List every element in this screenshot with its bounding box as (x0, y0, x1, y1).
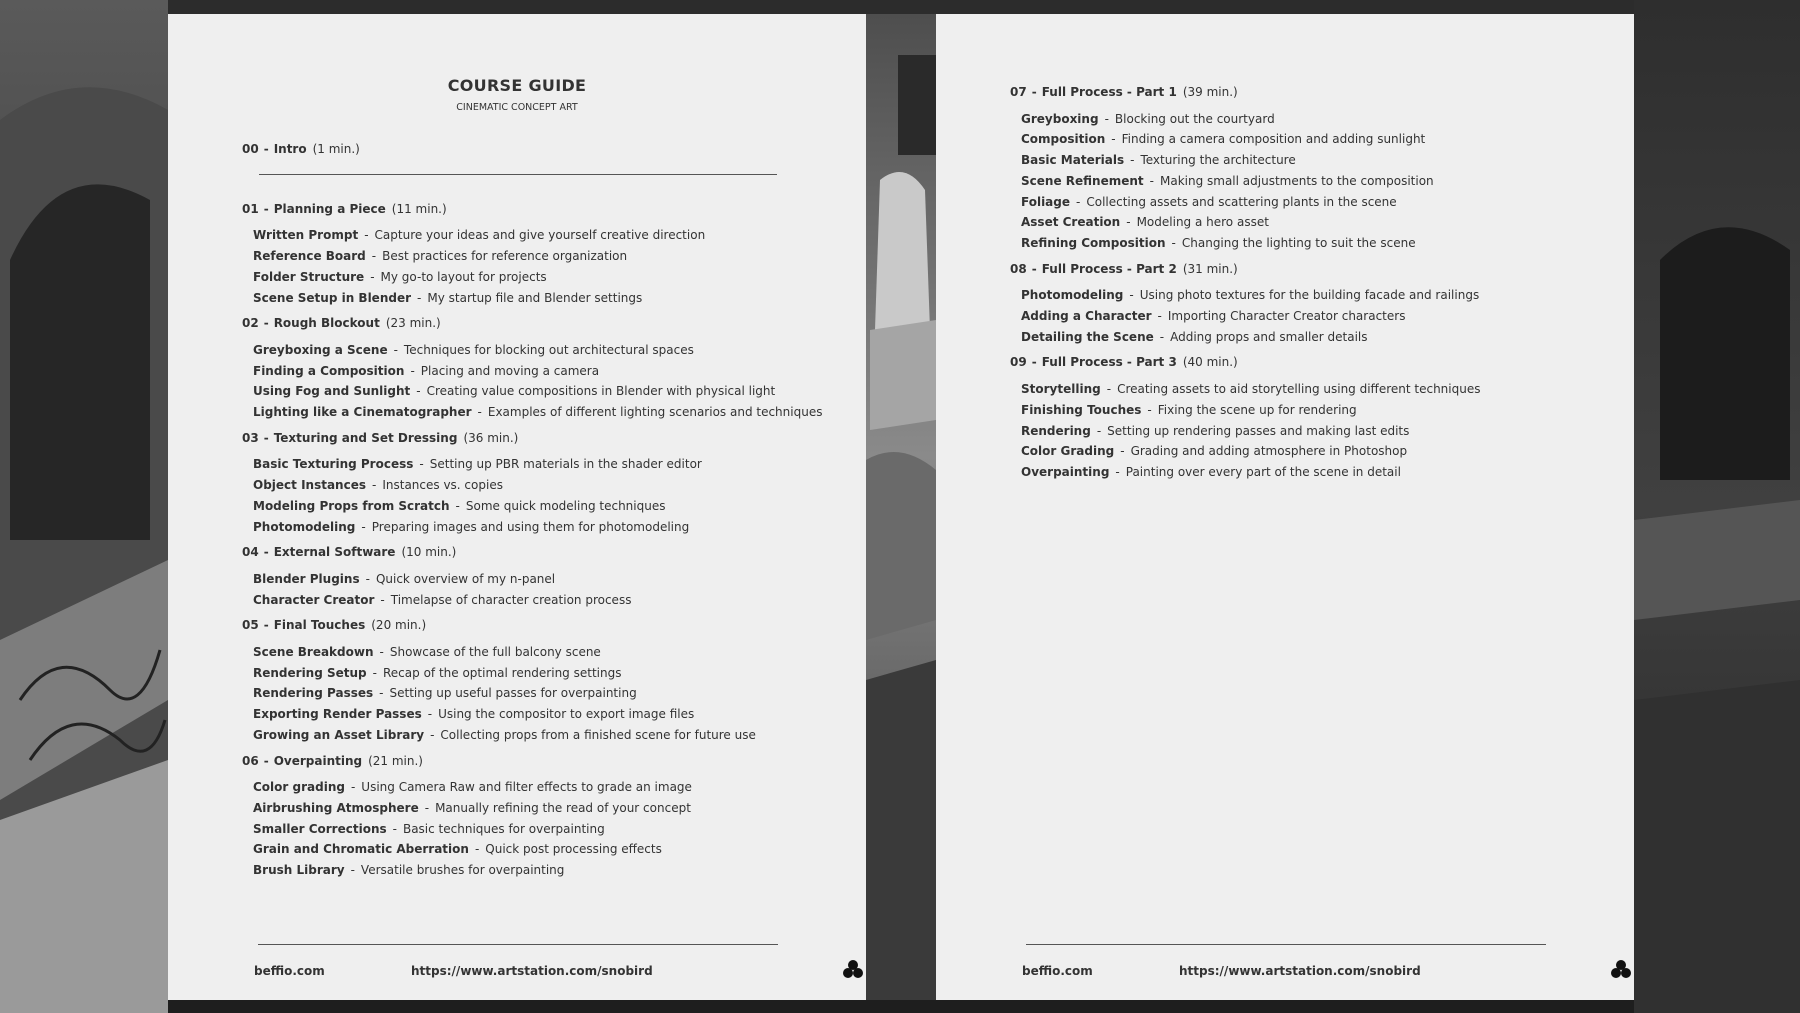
lesson-item: Exporting Render Passes - Using the compositor to export image files (253, 707, 695, 722)
lesson-item: Brush Library - Versatile brushes for overpainting (253, 863, 565, 878)
lesson-description: Versatile brushes for overpainting (360, 863, 565, 878)
section-number: 00 (242, 142, 259, 156)
lesson-item: Growing an Asset Library - Collecting props from a finished scene for future use (253, 727, 756, 742)
lesson-description: Grading and adding atmosphere in Photoshop (1130, 444, 1408, 459)
section-duration: (1 min.) (312, 142, 360, 156)
section-name: Full Process - Part 2 (1041, 261, 1177, 276)
lesson-name: Lighting like a Cinematographer (253, 405, 472, 420)
lesson-description: Capture your ideas and give yourself creative direction (374, 228, 706, 243)
lesson-item: Basic Texturing Process - Setting up PBR materials in the shader editor (253, 457, 702, 472)
section-name: External Software (273, 545, 396, 560)
lesson-name: Grain and Chromatic Aberration (253, 842, 469, 857)
lesson-description: Finding a camera composition and adding sunlight (1121, 132, 1426, 147)
page-subtitle: CINEMATIC CONCEPT ART (456, 102, 578, 113)
footer-divider (258, 944, 778, 945)
right-section-list (1010, 82, 1604, 483)
section-title-09: 09 - Full Process - Part 3 (40 min.) (1010, 355, 1238, 370)
footer-site-link[interactable]: beffio.com (254, 964, 325, 978)
lesson-description: Changing the lighting to suit the scene (1181, 235, 1416, 250)
lesson-item: Grain and Chromatic Aberration - Quick post processing effects (253, 842, 662, 857)
lesson-item: Finishing Touches - Fixing the scene up for rendering (1021, 402, 1357, 417)
section-name: Rough Blockout (273, 316, 380, 331)
section-name: Final Touches (273, 618, 366, 633)
lesson-name: Photomodeling (1021, 288, 1124, 303)
section-duration: (20 min.) (371, 618, 427, 633)
lesson-description: Painting over every part of the scene in detail (1125, 464, 1401, 479)
lesson-name: Using Fog and Sunlight (253, 384, 411, 399)
lesson-item: Photomodeling - Preparing images and using them for photomodeling (253, 519, 690, 534)
lesson-name: Finding a Composition (253, 363, 405, 378)
lesson-item: Object Instances - Instances vs. copies (253, 478, 503, 493)
trefoil-logo-icon (1610, 958, 1632, 983)
lesson-name: Scene Breakdown (253, 645, 374, 660)
lesson-item: Rendering Setup - Recap of the optimal rendering settings (253, 665, 622, 680)
footer-divider (1026, 944, 1546, 945)
lesson-description: Quick overview of my n-panel (375, 571, 556, 586)
lesson-item: Color grading - Using Camera Raw and filter effects to grade an image (253, 780, 692, 795)
section-number: 06 (242, 753, 259, 768)
section-duration: (31 min.) (1182, 261, 1238, 276)
lesson-item: Detailing the Scene - Adding props and smaller details (1021, 329, 1368, 344)
divider-line (259, 174, 777, 175)
lesson-description: Placing and moving a camera (420, 363, 600, 378)
left-content (242, 134, 836, 881)
section-number: 01 (242, 201, 259, 216)
section-duration: (11 min.) (391, 201, 447, 216)
section-name: Texturing and Set Dressing (273, 430, 458, 445)
lesson-item: Refining Composition - Changing the lighting to suit the scene (1021, 235, 1416, 250)
lesson-description: Collecting assets and scattering plants in the scene (1086, 194, 1397, 209)
lesson-item: Adding a Character - Importing Character Creator characters (1021, 309, 1406, 324)
section-number: 04 (242, 545, 259, 560)
lesson-item: Reference Board - Best practices for reference organization (253, 249, 628, 264)
lesson-description: Fixing the scene up for rendering (1157, 402, 1357, 417)
lesson-description: Creating assets to aid storytelling using different techniques (1117, 382, 1481, 397)
lesson-description: Manually refining the read of your concept (435, 800, 691, 815)
section-number: 02 (242, 316, 259, 331)
section-title-05: 05 - Final Touches (20 min.) (242, 618, 427, 633)
course-guide-page-right (936, 14, 1634, 1000)
lesson-name: Growing an Asset Library (253, 727, 425, 742)
section-number: 09 (1010, 355, 1027, 370)
lesson-description: Collecting props from a finished scene for future use (440, 727, 756, 742)
lesson-name: Smaller Corrections (253, 821, 387, 836)
lesson-item: Overpainting - Painting over every part of the scene in detail (1021, 464, 1401, 479)
lesson-item: Rendering Passes - Setting up useful passes for overpainting (253, 686, 637, 701)
left-section-list (242, 199, 836, 881)
lesson-description: Creating value compositions in Blender with physical light (426, 384, 776, 399)
lesson-description: Setting up PBR materials in the shader editor (429, 457, 702, 472)
lesson-item: Blender Plugins - Quick overview of my n-panel (253, 571, 556, 586)
lesson-name: Greyboxing a Scene (253, 342, 388, 357)
lesson-item: Character Creator - Timelapse of character creation process (253, 592, 632, 607)
lesson-item: Rendering - Setting up rendering passes and making last edits (1021, 423, 1410, 438)
section-name: Full Process - Part 1 (1041, 85, 1177, 99)
lesson-name: Asset Creation (1021, 215, 1121, 230)
lesson-description: Using Camera Raw and filter effects to grade an image (361, 780, 692, 795)
lesson-item: Basic Materials - Texturing the architecture (1021, 153, 1296, 168)
lesson-name: Object Instances (253, 478, 366, 493)
lesson-name: Modeling Props from Scratch (253, 498, 450, 513)
section-title-06: 06 - Overpainting (21 min.) (242, 753, 423, 768)
lesson-description: Techniques for blocking out architectural spaces (403, 342, 694, 357)
lesson-description: My go-to layout for projects (380, 269, 547, 284)
section-title-03: 03 - Texturing and Set Dressing (36 min.) (242, 430, 519, 445)
lesson-name: Finishing Touches (1021, 402, 1142, 417)
right-content (1010, 77, 1604, 483)
lesson-item: Written Prompt - Capture your ideas and give yourself creative direction (253, 228, 706, 243)
section-number: 05 (242, 618, 259, 633)
section-name: Intro (273, 142, 307, 156)
lesson-name: Brush Library (253, 863, 345, 878)
lesson-name: Folder Structure (253, 269, 365, 284)
course-guide-page-left (168, 14, 866, 1000)
lesson-description: Instances vs. copies (382, 478, 503, 493)
lesson-description: Using the compositor to export image files (438, 707, 695, 722)
lesson-item: Foliage - Collecting assets and scattering plants in the scene (1021, 194, 1397, 209)
lesson-description: Adding props and smaller details (1170, 329, 1368, 344)
lesson-description: Preparing images and using them for photomodeling (371, 519, 690, 534)
lesson-description: My startup file and Blender settings (427, 290, 643, 305)
section-duration: (39 min.) (1182, 85, 1238, 99)
section-name: Overpainting (273, 753, 363, 768)
lesson-description: Using photo textures for the building facade and railings (1139, 288, 1480, 303)
lesson-description: Setting up rendering passes and making last edits (1107, 423, 1410, 438)
lesson-item: Airbrushing Atmosphere - Manually refining the read of your concept (253, 800, 691, 815)
section-number: 08 (1010, 261, 1027, 276)
lesson-name: Color Grading (1021, 444, 1115, 459)
section-duration: (21 min.) (368, 753, 423, 768)
section-duration: (36 min.) (463, 430, 519, 445)
lesson-description: Texturing the architecture (1140, 153, 1296, 168)
lesson-name: Scene Refinement (1021, 173, 1144, 188)
lesson-description: Best practices for reference organization (382, 249, 628, 264)
lesson-description: Some quick modeling techniques (465, 498, 666, 513)
lesson-name: Rendering (1021, 423, 1091, 438)
lesson-description: Timelapse of character creation process (390, 592, 632, 607)
lesson-item: Scene Breakdown - Showcase of the full balcony scene (253, 645, 601, 660)
section-duration: (23 min.) (385, 316, 441, 331)
lesson-name: Exporting Render Passes (253, 707, 422, 722)
lesson-name: Detailing the Scene (1021, 329, 1154, 344)
lesson-item: Folder Structure - My go-to layout for projects (253, 269, 547, 284)
lesson-description: Recap of the optimal rendering settings (383, 665, 622, 680)
page-header (168, 76, 866, 113)
lesson-name: Color grading (253, 780, 345, 795)
lesson-description: Basic techniques for overpainting (402, 821, 605, 836)
lesson-item: Scene Refinement - Making small adjustments to the composition (1021, 173, 1434, 188)
lesson-item: Photomodeling - Using photo textures for the building facade and railings (1021, 288, 1480, 303)
trefoil-logo-icon (842, 958, 864, 983)
lesson-item: Modeling Props from Scratch - Some quick modeling techniques (253, 498, 666, 513)
lesson-description: Blocking out the courtyard (1114, 111, 1275, 126)
lesson-item: Scene Setup in Blender - My startup file and Blender settings (253, 290, 643, 305)
section-duration: (40 min.) (1182, 355, 1238, 370)
lesson-name: Blender Plugins (253, 571, 360, 586)
lesson-item: Greyboxing a Scene - Techniques for blocking out architectural spaces (253, 342, 694, 357)
lesson-description: Importing Character Creator characters (1167, 309, 1406, 324)
lesson-item: Finding a Composition - Placing and moving a camera (253, 363, 600, 378)
lesson-name: Airbrushing Atmosphere (253, 800, 419, 815)
lesson-description: Modeling a hero asset (1136, 215, 1269, 230)
section-number: 07 (1010, 85, 1027, 99)
section-title-04: 04 - External Software (10 min.) (242, 545, 457, 560)
lesson-name: Photomodeling (253, 519, 356, 534)
lesson-item: Asset Creation - Modeling a hero asset (1021, 215, 1269, 230)
lesson-item: Composition - Finding a camera composition and adding sunlight (1021, 132, 1426, 147)
lesson-name: Basic Materials (1021, 153, 1125, 168)
lesson-item: Color Grading - Grading and adding atmosphere in Photoshop (1021, 444, 1408, 459)
lesson-item: Smaller Corrections - Basic techniques for overpainting (253, 821, 605, 836)
footer-site-link[interactable]: beffio.com (1022, 964, 1093, 978)
section-title-intro: 00 - Intro (1 min.) (242, 142, 360, 156)
page-title: COURSE GUIDE (447, 76, 587, 95)
lesson-name: Basic Texturing Process (253, 457, 414, 472)
lesson-name: Written Prompt (253, 228, 359, 243)
lesson-item: Storytelling - Creating assets to aid storytelling using different techniques (1021, 382, 1481, 397)
lesson-name: Character Creator (253, 592, 375, 607)
section-title-08: 08 - Full Process - Part 2 (31 min.) (1010, 261, 1238, 276)
lesson-description: Showcase of the full balcony scene (389, 645, 601, 660)
lesson-name: Foliage (1021, 194, 1071, 209)
section-title-07: 07 - Full Process - Part 1 (39 min.) (1010, 85, 1238, 99)
section-title-01: 01 - Planning a Piece (11 min.) (242, 201, 447, 216)
section-name: Planning a Piece (273, 201, 386, 216)
section-duration: (10 min.) (401, 545, 457, 560)
lesson-name: Refining Composition (1021, 235, 1166, 250)
lesson-description: Setting up useful passes for overpainting (389, 686, 637, 701)
lesson-item: Using Fog and Sunlight - Creating value compositions in Blender with physical light (253, 384, 776, 399)
lesson-description: Quick post processing effects (485, 842, 662, 857)
lesson-name: Storytelling (1021, 382, 1101, 397)
footer-artstation-link[interactable]: https://www.artstation.com/snobird (411, 964, 653, 978)
lesson-name: Adding a Character (1021, 309, 1152, 324)
lesson-name: Reference Board (253, 249, 366, 264)
lesson-name: Rendering Setup (253, 665, 367, 680)
lesson-name: Rendering Passes (253, 686, 374, 701)
lesson-name: Scene Setup in Blender (253, 290, 412, 305)
section-title-02: 02 - Rough Blockout (23 min.) (242, 316, 441, 331)
section-number: 03 (242, 430, 259, 445)
lesson-name: Overpainting (1021, 464, 1110, 479)
lesson-description: Making small adjustments to the composition (1159, 173, 1434, 188)
lesson-item: Greyboxing - Blocking out the courtyard (1021, 111, 1275, 126)
lesson-name: Composition (1021, 132, 1106, 147)
lesson-description: Examples of different lighting scenarios and techniques (487, 405, 823, 420)
footer-artstation-link[interactable]: https://www.artstation.com/snobird (1179, 964, 1421, 978)
section-name: Full Process - Part 3 (1041, 355, 1177, 370)
lesson-name: Greyboxing (1021, 111, 1099, 126)
lesson-item: Lighting like a Cinematographer - Examples of different lighting scenarios and techniques (253, 405, 823, 420)
